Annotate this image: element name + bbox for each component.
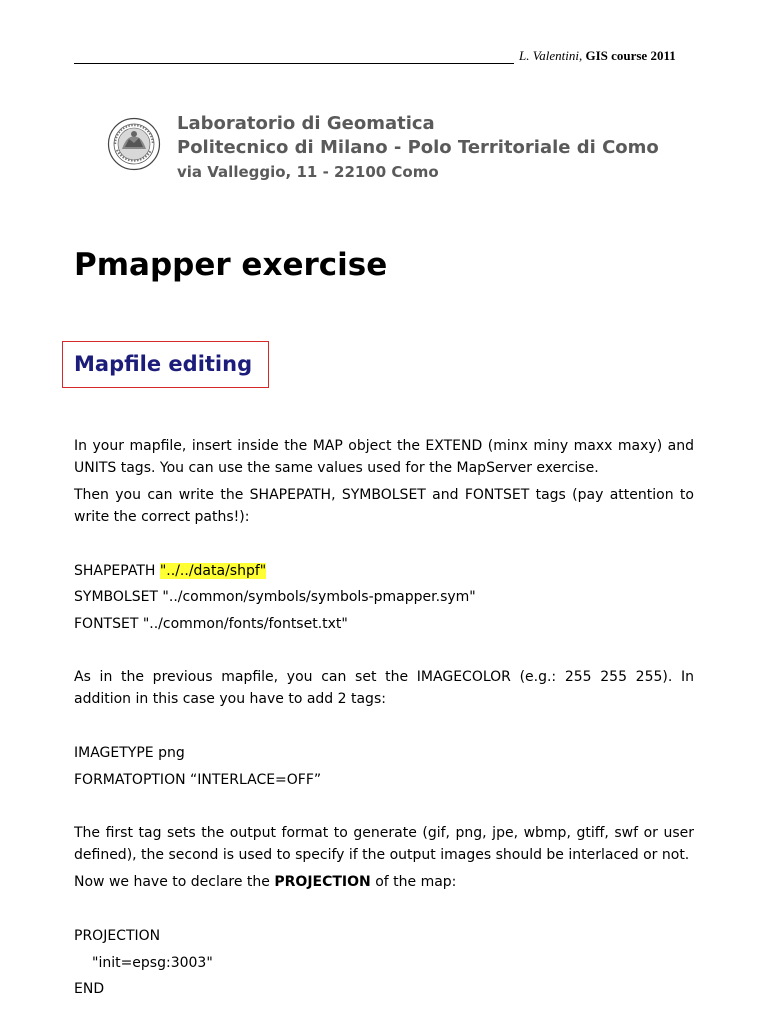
code-imagetype: IMAGETYPE png bbox=[74, 745, 185, 761]
lab-text bbox=[177, 112, 659, 184]
code-symbolset: SYMBOLSET "../common/symbols/symbols-pmapper.sym" bbox=[74, 589, 476, 605]
paragraph-output-format: The first tag sets the output format to generate (gif, png, jpe, wbmp, gtiff, swf or user defined), the second is used to specify if the output images should be interlaced or not. bbox=[74, 825, 694, 863]
code-projection: PROJECTION bbox=[74, 928, 161, 944]
code-init: "init=epsg:3003" bbox=[92, 955, 213, 971]
lab-name: Laboratorio di Geomatica bbox=[177, 113, 435, 134]
paragraph-projection-intro bbox=[74, 871, 456, 893]
code-shapepath-value: "../../data/shpf" bbox=[159, 563, 267, 579]
header-separator: , bbox=[578, 48, 586, 63]
university-name: Politecnico di Milano - Polo Territoriale di Como bbox=[177, 137, 659, 158]
projection-intro-after: of the map: bbox=[370, 874, 457, 890]
politecnico-seal-icon bbox=[107, 117, 161, 171]
paragraph-imagecolor: As in the previous mapfile, you can set the IMAGECOLOR (e.g.: 255 255 255). In addition in this case you have to add 2 tags: bbox=[74, 669, 694, 707]
section-title: Mapfile editing bbox=[74, 352, 253, 376]
code-shapepath bbox=[74, 560, 266, 582]
code-end: END bbox=[74, 981, 105, 997]
header-rule bbox=[74, 48, 514, 64]
code-fontset: FONTSET "../common/fonts/fontset.txt" bbox=[74, 616, 348, 632]
section-box bbox=[62, 341, 269, 388]
code-formatoption: FORMATOPTION “INTERLACE=OFF” bbox=[74, 772, 322, 788]
header-author: L. Valentini bbox=[519, 48, 579, 63]
paragraph-paths: Then you can write the SHAPEPATH, SYMBOLSET and FONTSET tags (pay attention to write the correct paths!): bbox=[74, 487, 694, 525]
projection-intro-before: Now we have to declare the bbox=[74, 874, 275, 890]
running-header bbox=[74, 48, 692, 64]
projection-keyword: PROJECTION bbox=[274, 874, 371, 890]
paragraph-extent: In your mapfile, insert inside the MAP object the EXTEND (minx miny maxx maxy) and UNITS tags. You can use the same values used for the MapServer exercise. bbox=[74, 438, 694, 476]
code-shapepath-key: SHAPEPATH bbox=[74, 563, 160, 579]
lab-address: via Valleggio, 11 - 22100 Como bbox=[177, 163, 439, 181]
header-course: GIS course 2011 bbox=[585, 48, 676, 63]
document-title: Pmapper exercise bbox=[74, 247, 388, 283]
